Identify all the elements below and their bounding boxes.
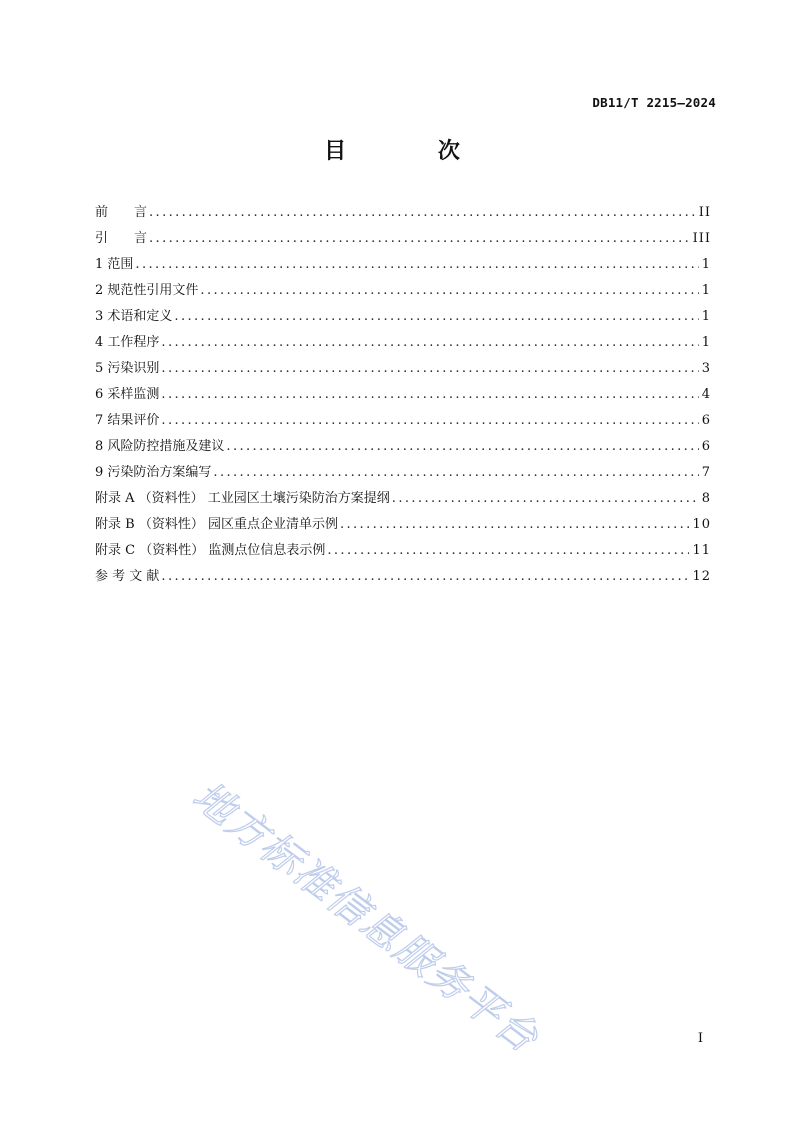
toc-entry-appendix-b[interactable] — [95, 513, 711, 539]
toc-leader-dots — [161, 413, 698, 428]
toc-leader-dots — [135, 257, 698, 272]
toc-entry-normative-references[interactable] — [95, 279, 711, 305]
toc-entry-label: 6 采样监测 — [95, 387, 160, 402]
toc-entry-introduction[interactable] — [95, 227, 711, 253]
toc-entry-page: 7 — [701, 465, 711, 480]
toc-leader-dots — [161, 569, 689, 584]
toc-entry-page: 4 — [701, 387, 711, 402]
toc-entry-page: 8 — [701, 491, 711, 506]
toc-entry-page: 12 — [692, 569, 711, 584]
toc-entry-label: 7 结果评价 — [95, 413, 160, 428]
table-of-contents — [95, 201, 711, 591]
toc-entry-label: 前 言 — [95, 205, 148, 220]
toc-entry-page: 11 — [692, 543, 711, 558]
toc-leader-dots — [161, 335, 698, 350]
toc-entry-page: 1 — [701, 335, 711, 350]
toc-entry-label: 1 范围 — [95, 257, 134, 272]
toc-entry-sampling-monitoring[interactable] — [95, 383, 711, 409]
toc-entry-procedure[interactable] — [95, 331, 711, 357]
toc-entry-page: 1 — [701, 309, 711, 324]
toc-entry-label: 附录 A （资料性） 工业园区土壤污染防治方案提纲 — [95, 491, 390, 506]
toc-entry-label: 3 术语和定义 — [95, 309, 173, 324]
toc-entry-pollution-identification[interactable] — [95, 357, 711, 383]
toc-entry-label: 引 言 — [95, 231, 148, 246]
page-title: 目 次 — [324, 139, 502, 164]
toc-entry-page: III — [692, 231, 711, 246]
toc-entry-appendix-c[interactable] — [95, 539, 711, 565]
toc-leader-dots — [149, 231, 690, 246]
toc-leader-dots — [327, 543, 689, 558]
toc-entry-result-evaluation[interactable] — [95, 409, 711, 435]
toc-leader-dots — [161, 361, 698, 376]
toc-entry-appendix-a[interactable] — [95, 487, 711, 513]
toc-entry-label: 附录 B （资料性） 园区重点企业清单示例 — [95, 517, 338, 532]
toc-entry-risk-control[interactable] — [95, 435, 711, 461]
document-code: DB11/T 2215—2024 — [592, 95, 716, 110]
toc-entry-page: 3 — [701, 361, 711, 376]
toc-leader-dots — [213, 465, 698, 480]
toc-entry-terms[interactable] — [95, 305, 711, 331]
toc-entry-page: 1 — [701, 283, 711, 298]
toc-leader-dots — [392, 491, 699, 506]
toc-entry-foreword[interactable] — [95, 201, 711, 227]
toc-entry-page: 10 — [692, 517, 711, 532]
toc-leader-dots — [226, 439, 698, 454]
toc-entry-plan-writing[interactable] — [95, 461, 711, 487]
page-number: I — [697, 1031, 703, 1046]
toc-entry-scope[interactable] — [95, 253, 711, 279]
toc-leader-dots — [200, 283, 698, 298]
toc-entry-label: 5 污染识别 — [95, 361, 160, 376]
toc-entry-bibliography[interactable] — [95, 565, 711, 591]
toc-entry-page: II — [698, 205, 711, 220]
toc-entry-label: 附录 C （资料性） 监测点位信息表示例 — [95, 543, 326, 558]
toc-entry-label: 2 规范性引用文件 — [95, 283, 199, 298]
toc-leader-dots — [340, 517, 690, 532]
toc-entry-label: 8 风险防控措施及建议 — [95, 439, 225, 454]
toc-leader-dots — [161, 387, 698, 402]
toc-entry-page: 6 — [701, 413, 711, 428]
watermark: 地方标准信息服务平台 — [184, 772, 548, 1063]
toc-entry-page: 6 — [701, 439, 711, 454]
toc-leader-dots — [149, 205, 696, 220]
toc-leader-dots — [174, 309, 698, 324]
toc-entry-label: 参 考 文 献 — [95, 569, 160, 584]
toc-entry-page: 1 — [701, 257, 711, 272]
toc-entry-label: 4 工作程序 — [95, 335, 160, 350]
toc-entry-label: 9 污染防治方案编写 — [95, 465, 212, 480]
